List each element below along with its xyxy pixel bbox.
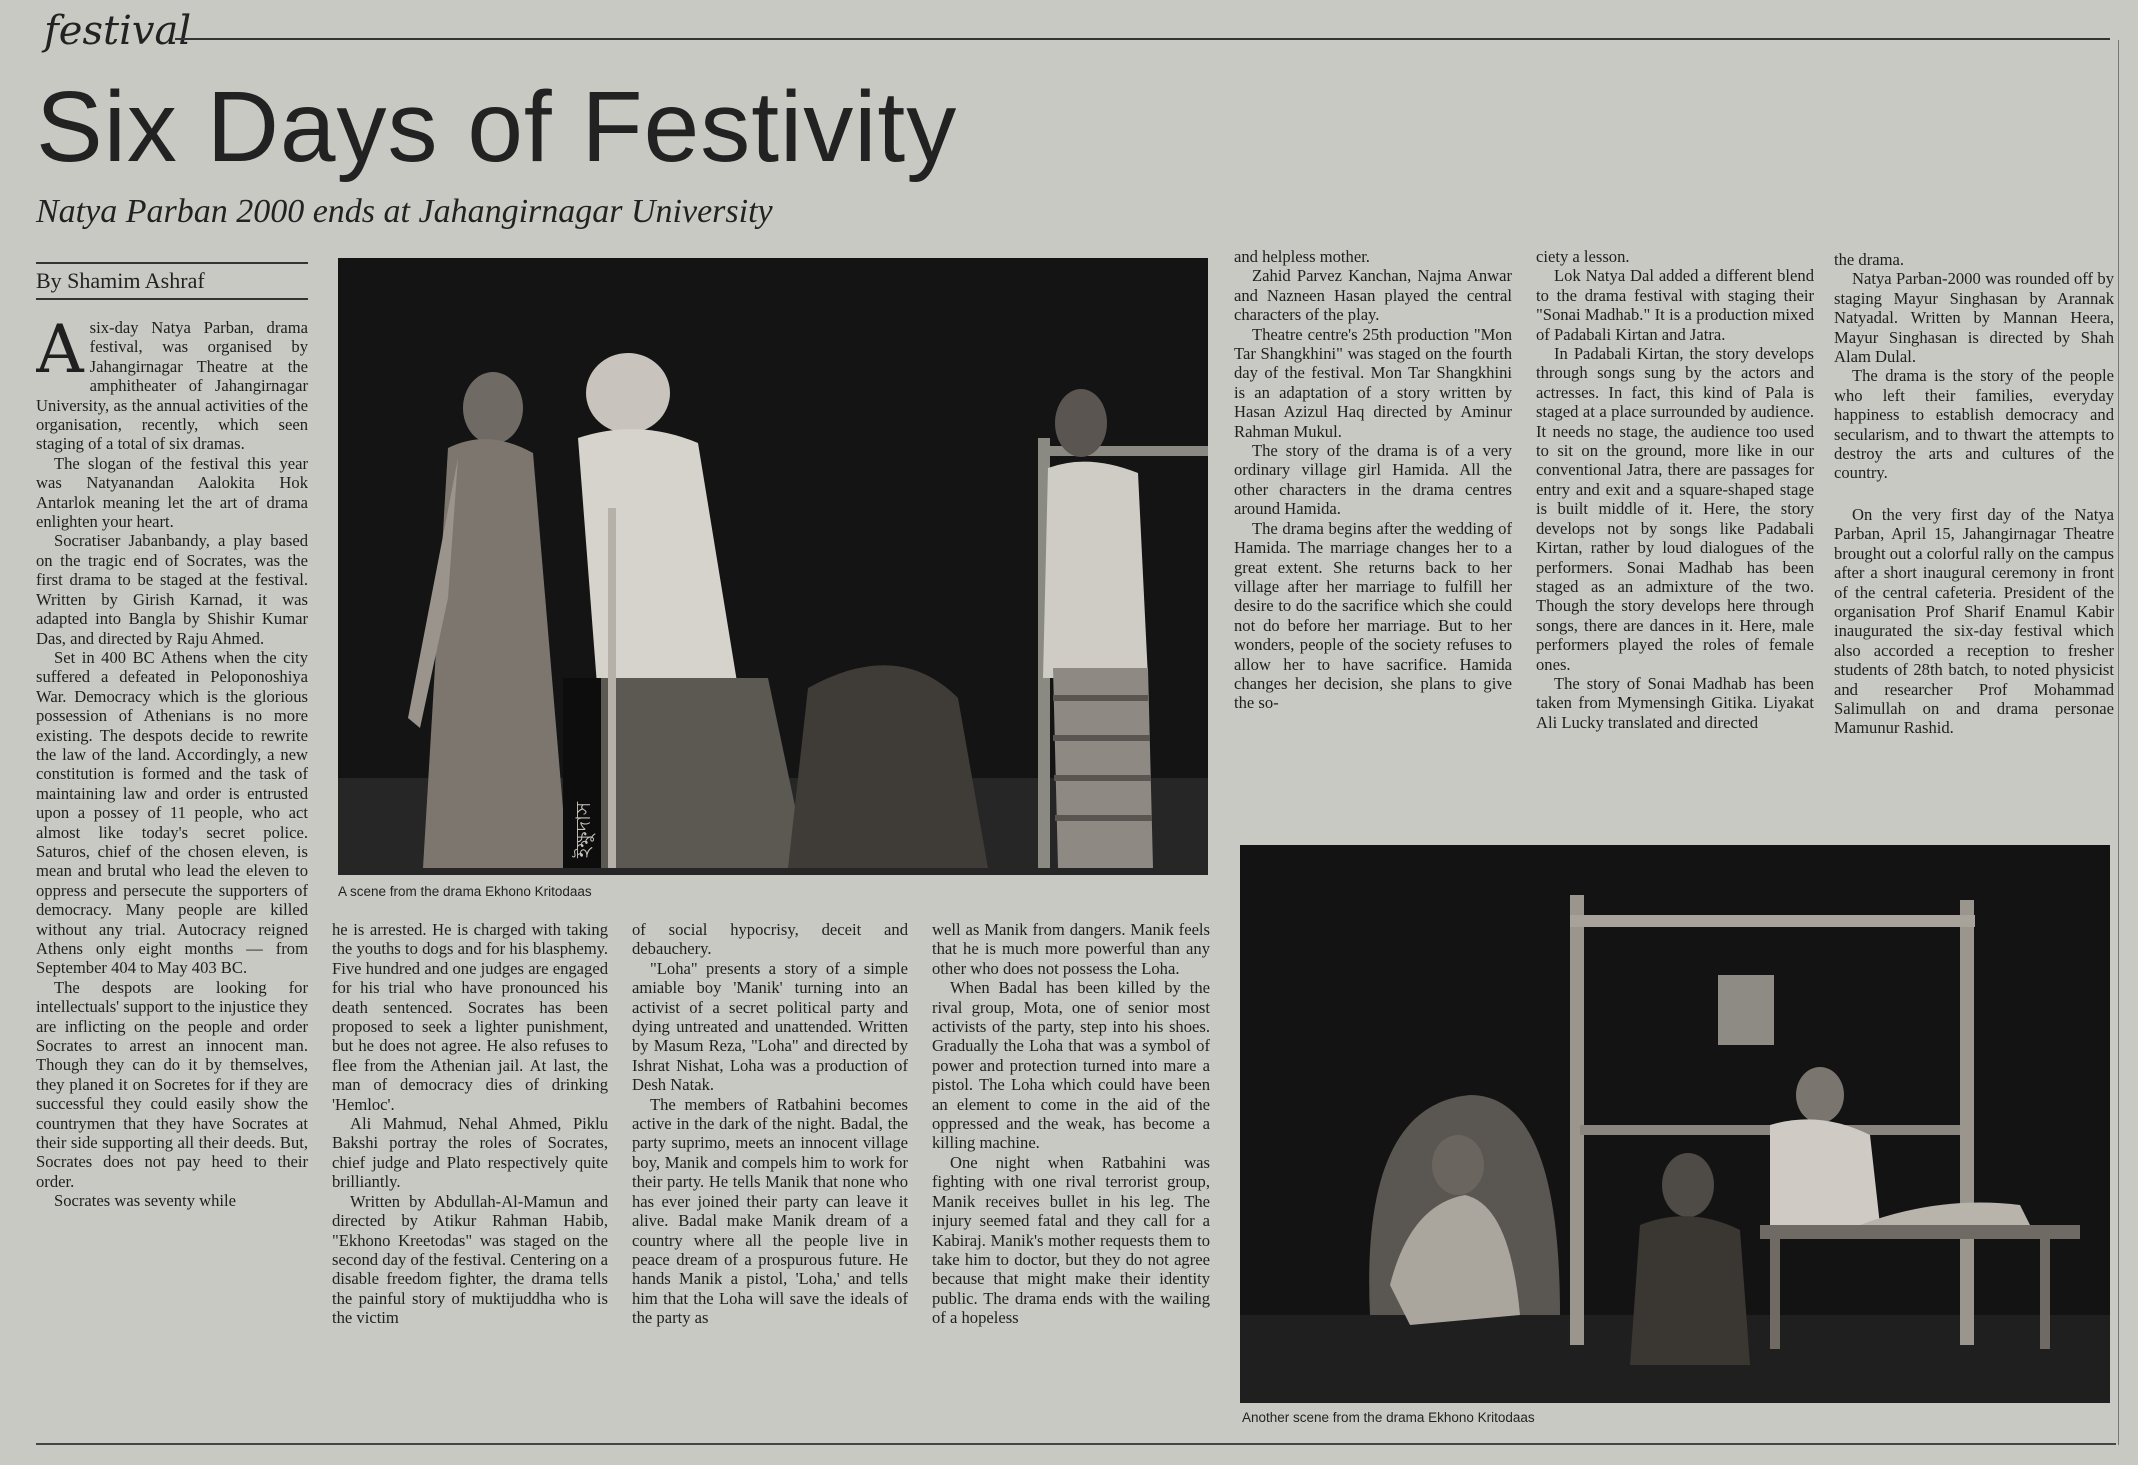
byline-rule-bottom	[36, 298, 308, 300]
paragraph: the drama.	[1834, 250, 1905, 269]
column-2	[332, 920, 608, 1436]
paragraph: The drama is the story of the people who left their families, everyday happiness to establish democracy and secularism, and to thwart the attempts to destroy the arts and cultures of the country.	[1834, 366, 2114, 483]
paragraph: well as Manik from dangers. Manik feels that he is much more powerful than any other who does not possess the Loha.	[932, 920, 1210, 978]
paragraph: Theatre centre's 25th production "Mon Tar Shangkhini" was staged on the fourth day of the festival. Mon Tar Shangkhini is an adaptation of a story written by Hasan Azizul Haq directed by Aminur Rahman Mukul.	[1234, 324, 1512, 441]
paragraph: Socratiser Jabanbandy, a play based on the tragic end of Socrates, was the first drama to be staged at the festival. Written by Girish Karnad, it was adapted into Bangla by Shishir Kumar Das, and directed by Raju Ahmed.	[36, 531, 308, 648]
paragraph: Lok Natya Dal added a different blend to the drama festival with staging their "Sonai Madhab." It is a production mixed of Padabali Kirtan and Jatra.	[1536, 266, 1814, 344]
photo-top	[338, 258, 1208, 875]
paragraph: Zahid Parvez Kanchan, Najma Anwar and Nazneen Hasan played the central characters of the play.	[1234, 266, 1512, 325]
photo-top-image	[338, 258, 1208, 875]
right-rule	[2118, 40, 2119, 1445]
paragraph: When Badal has been killed by the rival group, Mota, one of senior most activists of the party, step into his shoes. Gradually the Loha that was a symbol of power and protection turned into mare a pistol. The Loha which could have been an element to come in the aid of the oppressed and the weak, has become a killing machine.	[932, 978, 1210, 1153]
photo-top-caption: A scene from the drama Ekhono Kritodaas	[338, 884, 592, 899]
paragraph: six-day Natya Parban, drama festival, was organised by Jahangirnagar Theatre at the amphitheater of Jahangirnagar University, as the annual activities of the organisation, recently, which seen staging of a total of six dramas.	[36, 318, 308, 454]
kicker-rule	[175, 38, 2110, 40]
paragraph: The story of the drama is of a very ordinary village girl Hamida. All the other characters in the drama centres around Hamida.	[1234, 441, 1512, 519]
paragraph: On the very first day of the Natya Parban, April 15, Jahangirnagar Theatre brought out a colorful rally on the campus after a short inaugural ceremony in front of the central cafeteria. President of the organisation Prof Sharif Enamul Kabir inaugurated the six-day festival which also accorded a reception to fresher students of 28th batch, to noted physicist and researcher Prof Mohammad Salimullah on and drama personae Mamunur Rashid.	[1834, 504, 2114, 738]
column-1	[36, 318, 308, 1436]
paragraph: Natya Parban-2000 was rounded off by staging Mayur Singhasan by Arannak Natyadal. Written by Mannan Heera, Mayur Singhasan is directed by Shah Alam Dulal.	[1834, 269, 2114, 367]
paragraph: Ali Mahmud, Nehal Ahmed, Piklu Bakshi portray the roles of Socrates, chief judge and Plato respectively quite brilliantly.	[332, 1114, 608, 1192]
photo-bottom-image	[1240, 845, 2110, 1403]
paragraph: Written by Abdullah-Al-Mamun and directed by Atikur Rahman Habib, "Ekhono Kreetodas" was staged on the second day of the festival. Centering on a disable freedom fighter, the drama tells the painful story of muktijuddha who is the victim	[332, 1191, 608, 1328]
paragraph: One night when Ratbahini was fighting with one rival terrorist group, Manik receives bullet in his leg. The injury seemed fatal and they call for a Kabiraj. Manik's mother requests them to take him to doctor, but they do not agree because that might make their identity public. The drama ends with the wailing of a hopeless	[932, 1152, 1210, 1328]
headline: Six Days of Festivity	[36, 71, 958, 183]
paragraph: and helpless mother.	[1234, 247, 1370, 266]
byline-rule-top	[36, 262, 308, 264]
banner-text: ইক্ষুদাস	[571, 801, 595, 858]
deck: Natya Parban 2000 ends at Jahangirnagar University	[36, 193, 773, 230]
paragraph: The despots are looking for intellectuals' support to the injustice they are inflicting on the people and order Socrates to arrest an innocent man. Though they can do it by themselves, they planed it on Socretes for if they are successful they could easily show the countrymen that they have Socrates at their side supporting all their deeds. But, Socrates does not pay heed to their order.	[36, 977, 308, 1191]
paragraph: The slogan of the festival this year was Natyanandan Aalokita Hok Antarlok meaning let the art of drama enlighten your heart.	[36, 453, 308, 532]
column-3	[632, 920, 908, 1436]
photo-bottom-caption: Another scene from the drama Ekhono Kritodaas	[1242, 1410, 1535, 1425]
column-5	[1234, 247, 1512, 835]
photo-bottom	[1240, 845, 2110, 1403]
paragraph: The drama begins after the wedding of Hamida. The marriage changes her to a great extent. She returns back to her village after her marriage to fulfill her desire to do the sacrifice which she could not do before her marriage. But to her wonders, people of the society refuses to allow her to have sacrifice. Hamida changes her decision, she plans to give the so-	[1234, 518, 1512, 713]
paragraph: The story of Sonai Madhab has been taken from Mymensingh Gitika. Liyakat Ali Lucky translated and directed	[1536, 673, 1814, 732]
paragraph: "Loha" presents a story of a simple amiable boy 'Manik' turning into an activist of a secret political party and dying untreated and unattended. Written by Masum Reza, "Loha" and directed by Ishrat Nishat, Loha was a production of Desh Natak.	[632, 958, 908, 1095]
paragraph: In Padabali Kirtan, the story develops through songs sung by the actors and actresses. In fact, this kind of Pala is staged at a place surrounded by audience. It needs no stage, the audience too used to sit on the ground, more like in our conventional Jatra, there are passages for entry and exit and a square-shaped stage is built middle of it. Here, the story develops not by songs like Padabali Kirtan, rather by loud dialogues of the performers. Sonai Madhab has been staged as an admixture of the two. Though the story develops here through songs, there are dances in it. Here, male performers played the roles of female ones.	[1536, 344, 1814, 674]
column-6	[1536, 247, 1814, 835]
paragraph: Set in 400 BC Athens when the city suffered a defeated in Peloponoshiya War. Democracy which is the glorious possession of Athenians is no more existing. The despots decide to rewrite the law of the land. Accordingly, a new constitution is formed and the task of maintaining law and order is entrusted upon a possey of 11 people, who act almost like today's secret police. Saturos, chief of the chosen eleven, is mean and brutal who lead the eleven to oppress and persecute the supporters of democracy. Many people are killed without any trial. Autocracy reigned Athens only eight months — from September 404 to May 403 BC.	[36, 647, 308, 978]
column-4	[932, 920, 1210, 1436]
byline: By Shamim Ashraf	[36, 268, 205, 293]
section-kicker: festival	[44, 8, 192, 54]
paragraph: The members of Ratbahini becomes active in the dark of the night. Badal, the party suprimo, meets an innocent village boy, Manik and compels him to work for their party. He tells Manik that none who has ever joined their party can leave it alive. Badal make Manik dream of a country where all the people live in peace dream of a prospurous future. He hands Manik a pistol, 'Loha,' and tells him that the Loha will save the ideals of the party as	[632, 1094, 908, 1328]
bottom-rule	[36, 1443, 2116, 1445]
paragraph: of social hypocrisy, deceit and debauchery.	[632, 920, 908, 959]
column-7	[1834, 250, 2114, 835]
paragraph: ciety a lesson.	[1536, 247, 1630, 266]
drop-cap: A	[36, 318, 84, 388]
paragraph: he is arrested. He is charged with taking the youths to dogs and for his blasphemy. Five hundred and one judges are engaged for his trial who have pronounced his death sentenced. Socrates has been proposed to seek a lighter punishment, but he does not agree. He also refuses to flee from the Athenian jail. At last, the man of democracy dies of drinking 'Hemloc'.	[332, 920, 608, 1114]
paragraph: Socrates was seventy while	[54, 1191, 237, 1211]
